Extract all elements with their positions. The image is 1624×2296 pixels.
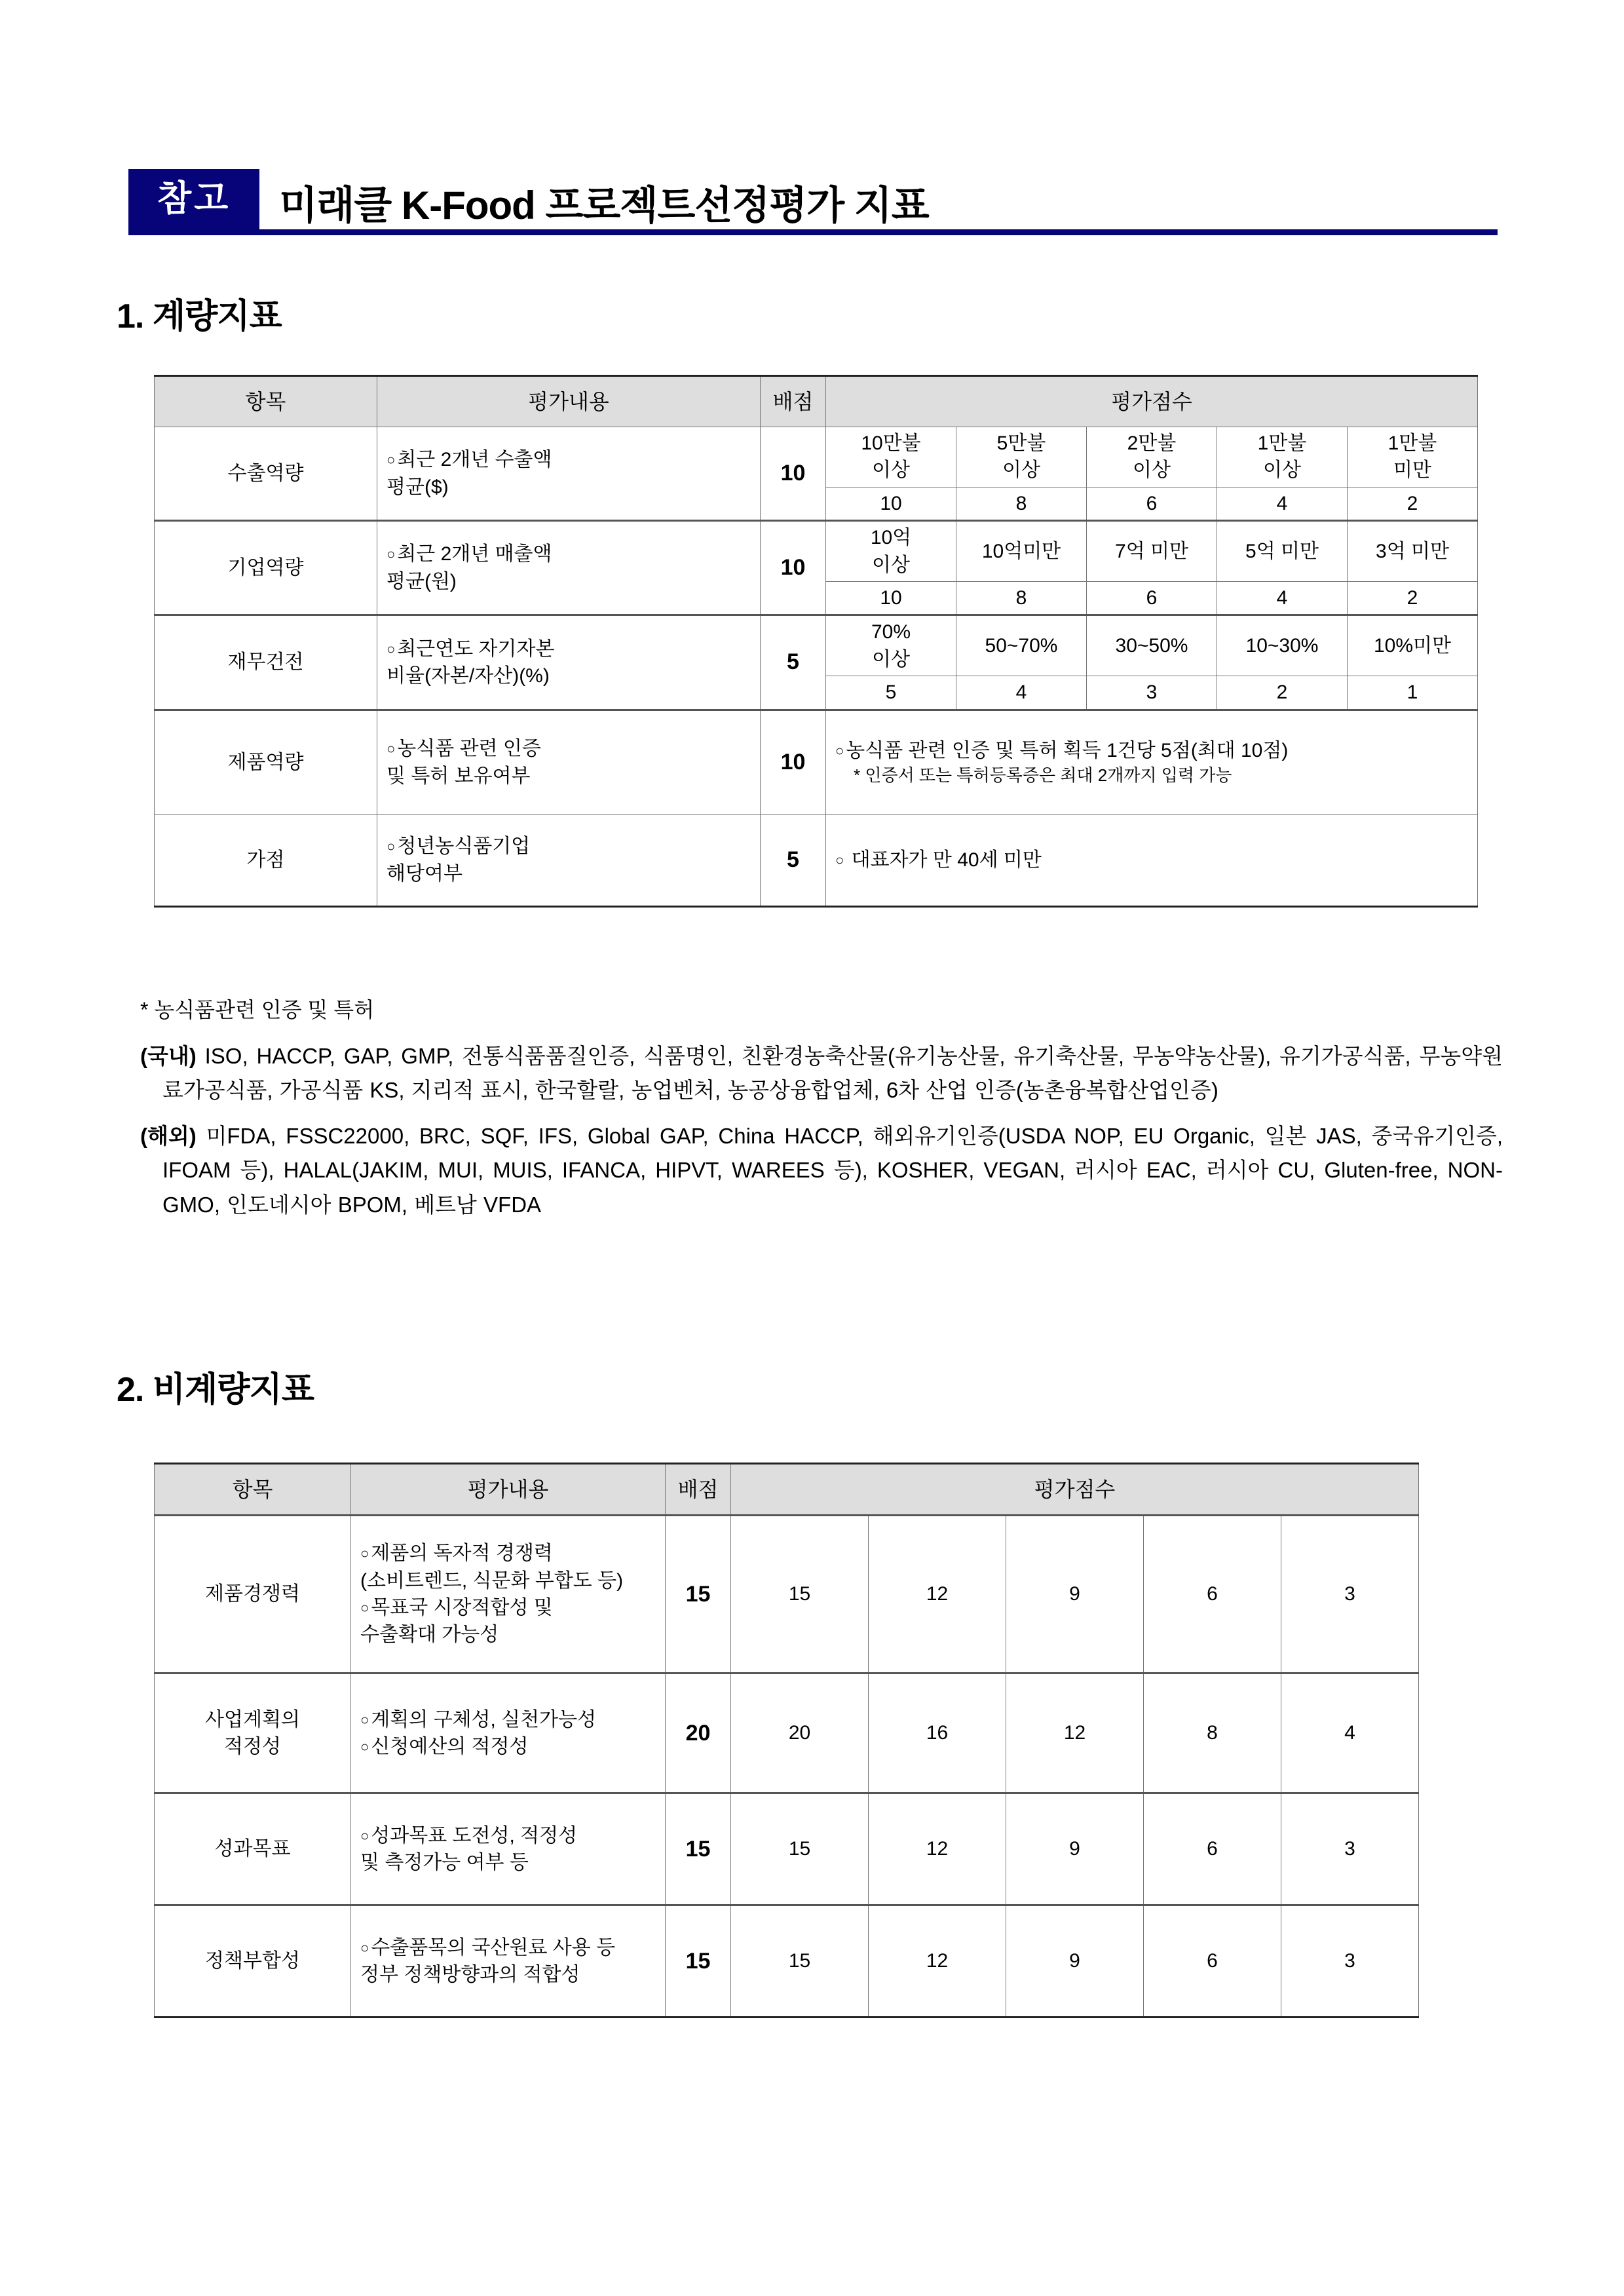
criteria-line1: 10만불	[861, 432, 921, 454]
t2-r1-line3: 목표국 시장적합성 및	[371, 1597, 553, 1618]
t2-row-points-1: 15	[666, 1516, 731, 1674]
row-points-1: 10	[761, 427, 826, 521]
bullet-mark-line	[360, 1540, 661, 1567]
criteria-cell: 10%미만	[1348, 615, 1478, 676]
footnote-domestic	[140, 1039, 1503, 1107]
bullet-mark-line	[360, 1934, 661, 1961]
t2-row-points-2: 20	[666, 1674, 731, 1793]
t2-r2-item-line2: 적정성	[224, 1736, 281, 1757]
row-item-3: 재무건전	[155, 615, 377, 710]
t2-r1-line2-wrap	[360, 1567, 661, 1594]
criteria-line2: 이상	[1133, 459, 1171, 482]
score-cell: 3	[1281, 1516, 1419, 1674]
score-cell: 16	[869, 1674, 1006, 1793]
score-cell: 2	[1217, 676, 1348, 710]
bullet-icon: ○	[387, 740, 396, 757]
criteria-line1: 70%	[871, 621, 911, 643]
bullet-icon: ○	[360, 1939, 369, 1956]
row-desc-5	[826, 814, 1478, 906]
table-row	[155, 1516, 1419, 1674]
score-cell: 9	[1006, 1516, 1144, 1674]
row-desc-4-main: 농식품 관련 인증 및 특허 획득 1건당 5점(최대 10점)	[846, 739, 1289, 761]
row-item-4: 제품역량	[155, 710, 377, 814]
footnote-domestic-label: (국내)	[140, 1044, 197, 1068]
bullet-mark-line	[360, 1733, 661, 1760]
t2-r3-line2: 및 측정가능 여부 등	[360, 1852, 529, 1873]
criteria-line1: 1만불	[1257, 432, 1307, 454]
t2-r4-line2: 정부 정책방향과의 적합성	[360, 1964, 580, 1985]
criteria-cell	[1348, 427, 1478, 488]
bullet-mark-line	[387, 541, 756, 567]
t2-r1-line1: 제품의 독자적 경쟁력	[371, 1542, 553, 1565]
table2-header-row	[155, 1464, 1419, 1516]
t2-r1-line4: 수출확대 가능성	[360, 1624, 499, 1646]
table-row	[155, 1905, 1419, 2018]
bullet-mark-line	[387, 446, 756, 473]
row-content-4-line2: 및 특허 보유여부	[387, 765, 531, 787]
row-item-5: 가점	[155, 814, 377, 906]
row-item-1: 수출역량	[155, 427, 377, 521]
score-cell: 10	[826, 487, 956, 520]
score-cell: 10	[826, 581, 956, 615]
th2-score: 평가점수	[731, 1464, 1419, 1516]
criteria-cell: 30~50%	[1087, 615, 1217, 676]
section-heading-1: 1. 계량지표	[117, 297, 282, 335]
score-cell: 4	[1281, 1674, 1419, 1793]
criteria-cell	[826, 615, 956, 676]
t2-row-points-4: 15	[666, 1905, 731, 2018]
score-cell: 9	[1006, 1793, 1144, 1905]
row-desc-4	[826, 710, 1478, 814]
footnote-domestic-text: ISO, HACCP, GAP, GMP, 전통식품품질인증, 식품명인, 친환경농축산물(유기농산물, 유기축산물, 무농약농산물), 유기가공식품, 무농약원료가공식품, 가공식품 KS, 지리적 표시, 한국할랄, 농업벤처, 농공상융합업체, 6차 산업 인증(농촌융복합산업인증)	[162, 1044, 1503, 1103]
score-cell: 4	[1217, 581, 1348, 615]
row-content-1-line2: 평균($)	[387, 476, 449, 498]
row-content-4	[377, 710, 761, 814]
score-cell: 3	[1281, 1905, 1419, 2018]
bullet-icon: ○	[835, 851, 844, 868]
row-item-2: 기업역량	[155, 521, 377, 615]
criteria-cell	[1087, 427, 1217, 488]
bullet-icon: ○	[360, 1599, 369, 1616]
bullet-mark-line	[360, 1706, 661, 1733]
row-content-4-line2-wrap	[387, 763, 756, 790]
bullet-mark-line	[360, 1594, 661, 1621]
table-row	[155, 521, 1478, 582]
bullet-mark-line	[360, 1822, 661, 1849]
row-points-5: 5	[761, 814, 826, 906]
score-cell: 6	[1087, 487, 1217, 520]
t2-row-content-2	[351, 1674, 666, 1793]
row-points-2: 10	[761, 521, 826, 615]
score-cell: 6	[1144, 1516, 1281, 1674]
t2-row-content-3	[351, 1793, 666, 1905]
row-desc-5-main: 대표자가 만 40세 미만	[851, 849, 1042, 871]
criteria-line1: 1만불	[1388, 432, 1437, 454]
t2-r3-line1: 성과목표 도전성, 적정성	[371, 1824, 578, 1846]
criteria-line1: 5만불	[996, 432, 1046, 454]
th-content: 평가내용	[377, 376, 761, 427]
row-content-5-line2: 해당여부	[387, 862, 463, 885]
score-cell: 20	[731, 1674, 869, 1793]
score-cell: 2	[1348, 581, 1478, 615]
score-cell: 4	[956, 676, 1087, 710]
bullet-icon: ○	[387, 838, 396, 855]
criteria-cell: 7억 미만	[1087, 521, 1217, 582]
quantitative-indicator-table	[154, 375, 1478, 908]
score-cell: 8	[956, 581, 1087, 615]
score-cell: 15	[731, 1905, 869, 2018]
bullet-mark-line	[387, 636, 756, 662]
footnote-title: * 농식품관련 인증 및 특허	[140, 998, 375, 1022]
score-cell: 12	[869, 1516, 1006, 1674]
score-cell: 9	[1006, 1905, 1144, 2018]
criteria-line1: 10억	[870, 527, 912, 549]
row-content-3	[377, 615, 761, 710]
row-content-3-line2: 비율(자본/자산)(%)	[387, 664, 550, 687]
score-cell: 6	[1144, 1905, 1281, 2018]
t2-r2-item-line1: 사업계획의	[205, 1708, 300, 1731]
bullet-mark-line	[835, 737, 1473, 764]
th-item: 항목	[155, 376, 377, 427]
score-cell: 6	[1144, 1793, 1281, 1905]
score-cell: 15	[731, 1516, 869, 1674]
th-score: 평가점수	[826, 376, 1478, 427]
t2-r4-line1: 수출품목의 국산원료 사용 등	[371, 1936, 616, 1959]
row-content-1-line2-wrap	[387, 474, 756, 501]
criteria-line2: 이상	[1263, 459, 1301, 482]
table-row	[155, 1674, 1419, 1793]
t2-r2-line2: 신청예산의 적정성	[371, 1736, 529, 1757]
t2-row-points-3: 15	[666, 1793, 731, 1905]
table-row	[155, 427, 1478, 488]
bullet-icon: ○	[360, 1738, 369, 1755]
score-cell: 1	[1348, 676, 1478, 710]
header-tag-badge: 참고	[128, 169, 259, 229]
bullet-icon: ○	[387, 640, 396, 657]
row-points-3: 5	[761, 615, 826, 710]
criteria-cell: 10억미만	[956, 521, 1087, 582]
score-cell: 5	[826, 676, 956, 710]
score-cell: 12	[1006, 1674, 1144, 1793]
row-content-5-line1: 청년농식품기업	[397, 835, 531, 858]
section-heading-2: 2. 비계량지표	[117, 1371, 314, 1409]
criteria-cell	[956, 427, 1087, 488]
row-content-5	[377, 814, 761, 906]
row-desc-4-note: * 인증서 또는 특허등록증은 최대 2개까지 입력 가능	[854, 765, 1232, 786]
footnote-overseas-label: (해외)	[140, 1124, 197, 1149]
score-cell: 3	[1087, 676, 1217, 710]
page-title: 미래클 K-Food 프로젝트선정평가 지표	[279, 183, 929, 227]
bullet-icon: ○	[360, 1545, 369, 1562]
criteria-line2: 이상	[1002, 459, 1040, 482]
t2-row-item-4: 정책부합성	[155, 1905, 351, 2018]
criteria-cell	[826, 427, 956, 488]
score-cell: 4	[1217, 487, 1348, 520]
bullet-icon: ○	[387, 546, 396, 563]
criteria-cell: 3억 미만	[1348, 521, 1478, 582]
t2-row-item-2	[155, 1674, 351, 1793]
t2-r1-line4-wrap	[360, 1621, 661, 1648]
criteria-cell: 5억 미만	[1217, 521, 1348, 582]
th2-item: 항목	[155, 1464, 351, 1516]
document-header	[128, 169, 1498, 235]
bullet-mark-line	[835, 847, 1473, 873]
score-cell: 12	[869, 1793, 1006, 1905]
bullet-icon: ○	[360, 1827, 369, 1844]
row-points-4: 10	[761, 710, 826, 814]
table-row	[155, 710, 1478, 814]
th-points: 배점	[761, 376, 826, 427]
criteria-line2: 이상	[872, 554, 910, 576]
bullet-icon: ○	[835, 742, 844, 759]
criteria-cell	[1217, 427, 1348, 488]
score-cell: 12	[869, 1905, 1006, 2018]
criteria-line2: 이상	[872, 648, 910, 670]
row-content-1-line1: 최근 2개년 수출액	[397, 449, 552, 471]
t2-r2-line1: 계획의 구체성, 실천가능성	[371, 1708, 597, 1731]
t2-row-content-1	[351, 1516, 666, 1674]
row-content-3-line1: 최근연도 자기자본	[397, 638, 555, 660]
row-content-3-line2-wrap	[387, 662, 756, 689]
bullet-icon: ○	[360, 1711, 369, 1728]
t2-r1-line2: (소비트렌드, 식문화 부합도 등)	[360, 1569, 624, 1592]
certification-footnotes	[140, 993, 1503, 1231]
table1-header-row	[155, 376, 1478, 427]
footnote-overseas-text: 미FDA, FSSC22000, BRC, SQF, IFS, Global GAP, China HACCP, 해외유기인증(USDA NOP, EU Organic, 일본 JAS, 중국유기인증, IFOAM 등), HALAL(JAKIM, MUI, MUIS, IFANCA, HIPVT, WAREES 등), KOSHER, VEGAN, 러시아 EAC, 러시아 CU, Gluten-free, NON-GMO, 인도네시아 BPOM, 베트남 VFDA	[162, 1124, 1503, 1217]
score-cell: 8	[956, 487, 1087, 520]
row-content-1	[377, 427, 761, 521]
t2-r3-line2-wrap	[360, 1849, 661, 1876]
bullet-icon: ○	[387, 451, 396, 469]
th2-points: 배점	[666, 1464, 731, 1516]
table-row	[155, 1793, 1419, 1905]
footnote-overseas	[140, 1119, 1503, 1221]
header-row	[128, 169, 1498, 229]
bullet-mark-line	[387, 735, 756, 762]
row-content-5-line2-wrap	[387, 860, 756, 887]
bullet-mark-line	[387, 833, 756, 860]
qualitative-indicator-table	[154, 1463, 1419, 2018]
row-content-4-line1: 농식품 관련 인증	[397, 738, 541, 760]
criteria-cell	[826, 521, 956, 582]
row-content-2-line1: 최근 2개년 매출액	[397, 543, 552, 565]
row-content-2	[377, 521, 761, 615]
criteria-cell: 10~30%	[1217, 615, 1348, 676]
t2-row-item-3: 성과목표	[155, 1793, 351, 1905]
score-cell: 3	[1281, 1793, 1419, 1905]
table-row	[155, 615, 1478, 676]
t2-r4-line2-wrap	[360, 1961, 661, 1988]
criteria-line1: 2만불	[1127, 432, 1177, 454]
criteria-line2: 이상	[872, 459, 910, 482]
criteria-line2: 미만	[1393, 459, 1431, 482]
t2-row-content-4	[351, 1905, 666, 2018]
row-content-2-line2-wrap	[387, 568, 756, 595]
score-cell: 2	[1348, 487, 1478, 520]
table-row	[155, 814, 1478, 906]
t2-row-item-1: 제품경쟁력	[155, 1516, 351, 1674]
score-cell: 6	[1087, 581, 1217, 615]
header-divider	[128, 229, 1498, 235]
th2-content: 평가내용	[351, 1464, 666, 1516]
row-content-2-line2: 평균(원)	[387, 570, 457, 592]
score-cell: 8	[1144, 1674, 1281, 1793]
criteria-cell: 50~70%	[956, 615, 1087, 676]
score-cell: 15	[731, 1793, 869, 1905]
